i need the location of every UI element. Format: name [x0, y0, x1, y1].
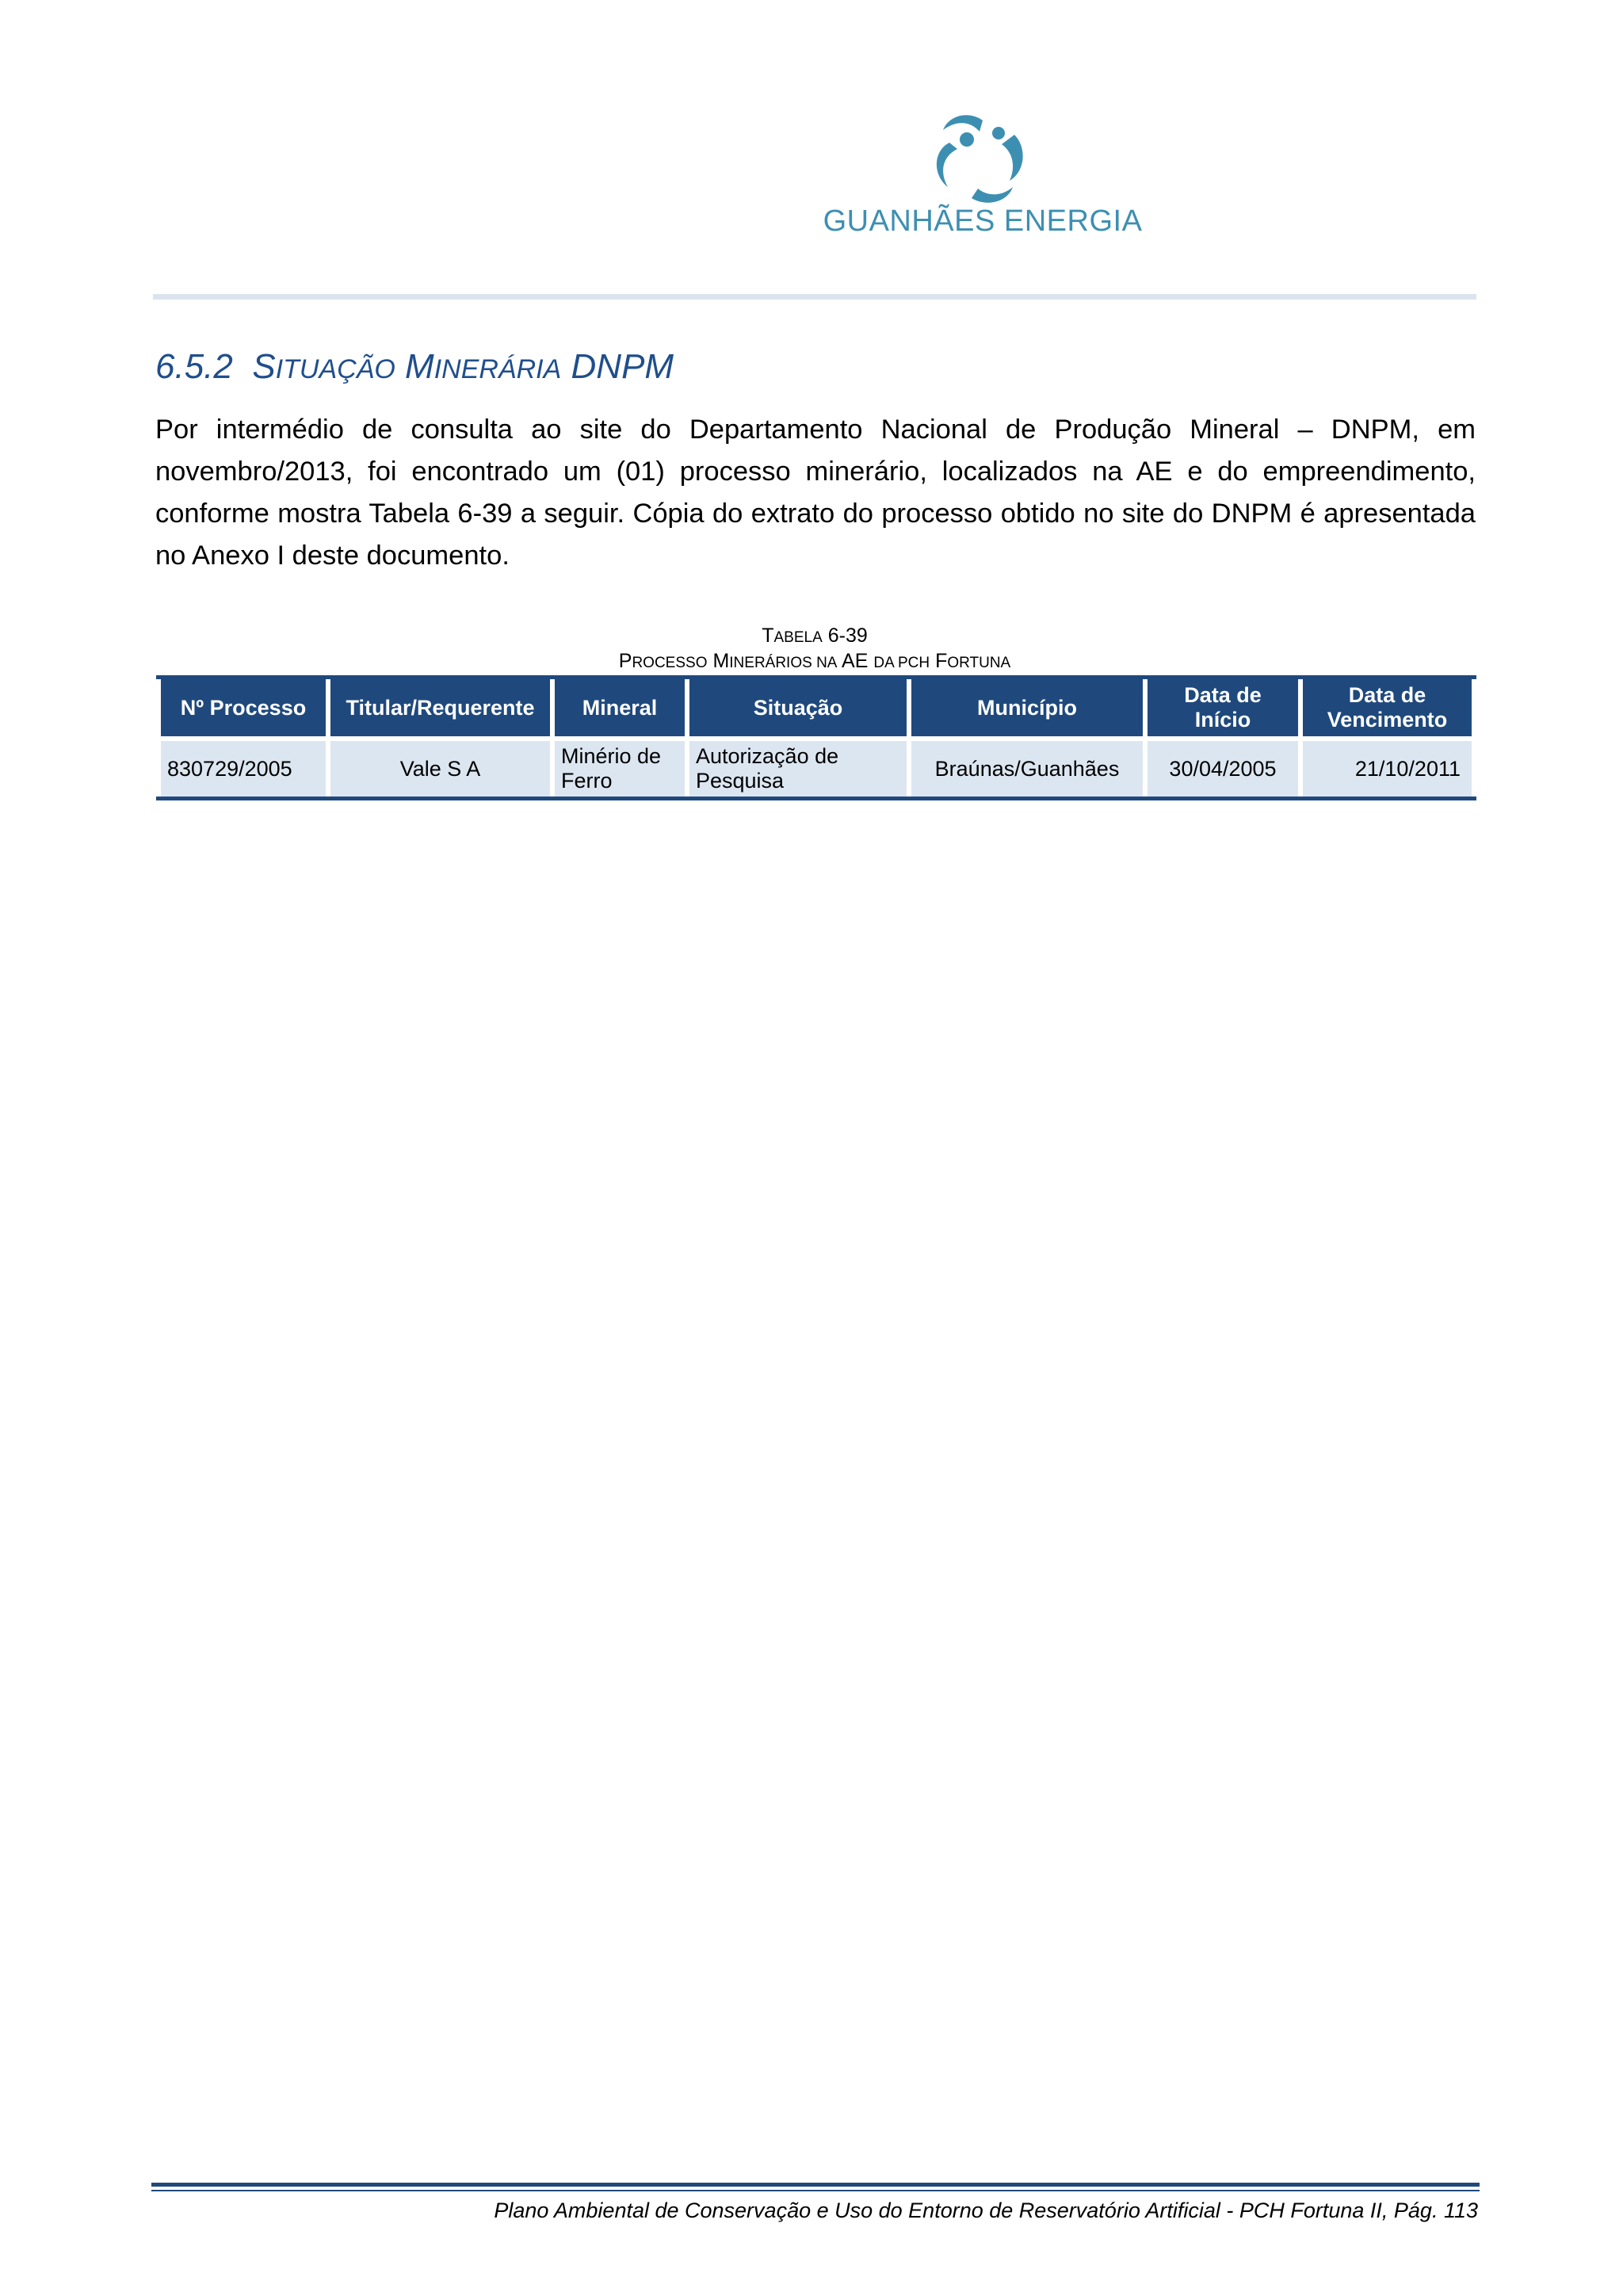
section-title-word-3: DNPM	[571, 347, 674, 386]
header-data-vencimento-line-2: Vencimento	[1327, 708, 1448, 732]
header-data-inicio-line-2: Início	[1194, 708, 1251, 732]
header-mineral: Mineral	[555, 679, 685, 741]
cell-situacao-line-2: Pesquisa	[696, 769, 785, 793]
header-data-vencimento-line-1: Data de	[1348, 683, 1426, 707]
section-heading	[155, 347, 674, 387]
header-processo: Nº Processo	[161, 679, 326, 741]
header-municipio: Município	[911, 679, 1143, 741]
table-header-row	[161, 679, 1472, 741]
caption-label-initial: T	[762, 625, 774, 647]
cell-titular: Vale S A	[330, 741, 550, 797]
logo-text: GUANHÃES ENERGIA	[823, 204, 1143, 238]
cell-processo: 830729/2005	[161, 741, 326, 797]
cell-data-vencimento: 21/10/2011	[1303, 741, 1472, 797]
cell-municipio: Braúnas/Guanhães	[911, 741, 1143, 797]
header-data-inicio	[1148, 679, 1298, 741]
cell-mineral-line-1: Minério de	[561, 744, 662, 768]
header-data-inicio-line-1: Data de	[1184, 683, 1262, 707]
cell-mineral	[555, 741, 685, 797]
caption-title-m: M	[712, 650, 730, 672]
page-footer: Plano Ambiental de Conservação e Uso do Entorno de Reservatório Artificial - PCH Fortuna II, Pág. 113	[494, 2199, 1478, 2222]
section-title-initial-2: M	[405, 347, 434, 386]
caption-title-m-rest: INERÁRIOS NA	[729, 655, 838, 671]
caption-title-ae: AE	[842, 650, 869, 672]
caption-title-p: P	[618, 650, 632, 672]
header-divider	[153, 294, 1476, 300]
caption-title-f: F	[935, 650, 948, 672]
header-data-vencimento	[1303, 679, 1472, 741]
section-title-rest-2: INERÁRIA	[433, 354, 562, 384]
caption-label-rest: ABELA	[773, 629, 823, 646]
guanhaes-swirl-icon	[926, 111, 1037, 206]
caption-label-number: 6-39	[827, 625, 868, 647]
cell-mineral-line-2: Ferro	[561, 769, 613, 793]
body-paragraph: Por intermédio de consulta ao site do Departamento Nacional de Produção Mineral – DNPM, em novembro/2013, foi encontrado um (01) processo minerário, localizados na AE e do empreendimento, conforme mostra Tabela 6-39 a seguir. Cópia do extrato do processo obtido no site do DNPM é apresentada no Anexo I deste documento.	[155, 415, 1476, 571]
mining-process-table	[156, 675, 1476, 800]
caption-title-p-rest: ROCESSO	[632, 655, 708, 671]
section-title-initial-1: S	[252, 347, 276, 386]
cell-situacao-line-1: Autorização de	[696, 744, 839, 768]
section-title-rest-1: ITUAÇÃO	[275, 354, 395, 384]
header-titular: Titular/Requerente	[330, 679, 550, 741]
table-caption-title	[153, 650, 1476, 673]
table-caption-label	[153, 625, 1476, 648]
company-logo	[816, 103, 1149, 246]
table-row	[161, 741, 1472, 797]
header-situacao: Situação	[689, 679, 907, 741]
footer-divider-thin	[151, 2190, 1480, 2191]
section-number: 6.5.2	[155, 347, 233, 386]
caption-title-mid: DA PCH	[873, 655, 930, 671]
footer-divider-thick	[151, 2183, 1480, 2187]
caption-title-f-rest: ORTUNA	[947, 655, 1011, 671]
cell-situacao	[689, 741, 907, 797]
cell-data-inicio: 30/04/2005	[1148, 741, 1298, 797]
